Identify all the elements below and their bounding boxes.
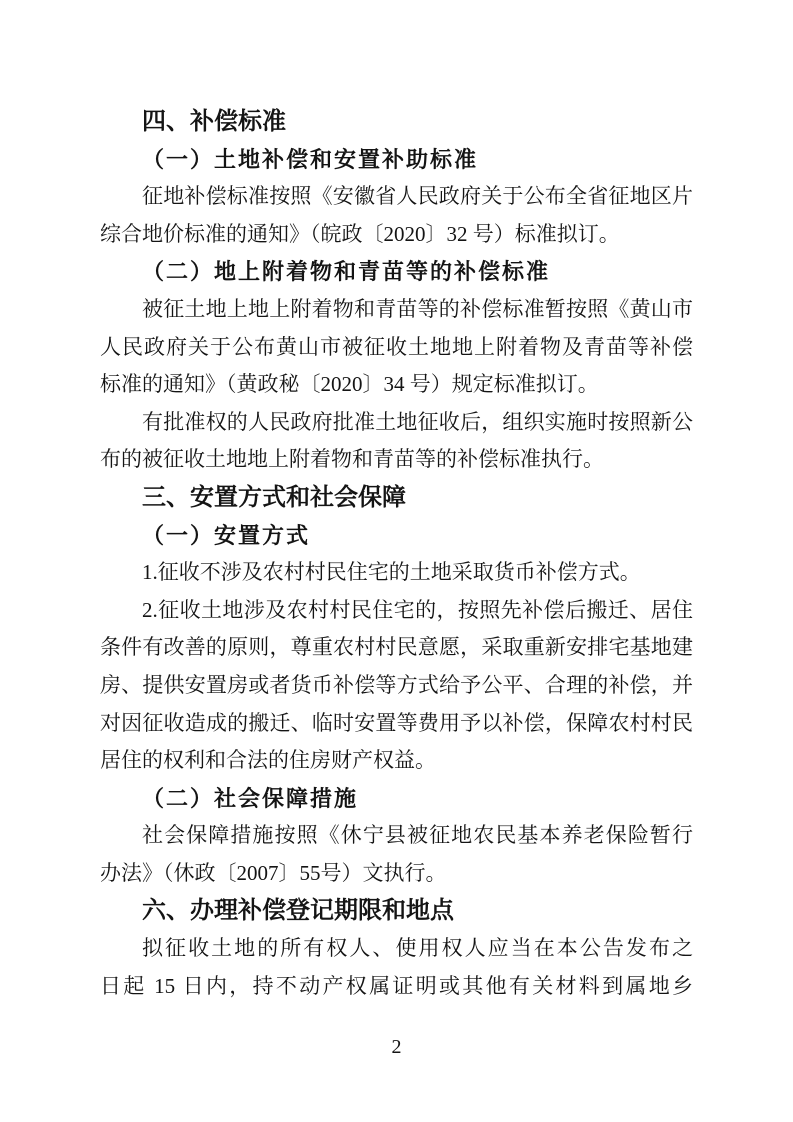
body-line: 对因征收造成的搬迁、临时安置等费用予以补偿，保障农村村民 — [100, 710, 693, 735]
body-line: 社会保障措施按照《休宁县被征地农民基本养老保险暂行 — [142, 823, 693, 848]
body-line: 综合地价标准的通知》（皖政〔2020〕32 号）标准拟订。 — [100, 221, 620, 246]
body-line: 拟征收土地的所有权人、使用权人应当在本公告发布之 — [142, 936, 693, 961]
body-line: 条件有改善的原则，尊重农村村民意愿，采取重新安排宅基地建 — [100, 635, 693, 660]
body-line: 布的被征收土地地上附着物和青苗等的补偿标准执行。 — [100, 447, 604, 472]
body-line: 房、提供安置房或者货币补偿等方式给予公平、合理的补偿，并 — [100, 672, 693, 697]
body-line: 日起 15 日内，持不动产权属证明或其他有关材料到属地乡 — [100, 973, 693, 998]
subheading-1-land-compensation-resettlement-subsidy: （一）土地补偿和安置补助标准 — [142, 146, 479, 172]
heading-3-resettlement-social-security: 三、安置方式和社会保障 — [142, 483, 406, 511]
body-line: 1.征收不涉及农村村民住宅的土地采取货币补偿方式。 — [142, 560, 641, 585]
body-line: 被征土地上地上附着物和青苗等的补偿标准暂按照《黄山市 — [142, 296, 693, 321]
body-line: 标准的通知》（黄政秘〔2020〕34 号）规定标准拟订。 — [100, 372, 599, 397]
body-line: 有批准权的人民政府批准土地征收后，组织实施时按照新公 — [142, 409, 693, 434]
heading-4-compensation-standards: 四、补偿标准 — [142, 108, 286, 135]
subheading-2-attachments-crops-compensation: （二）地上附着物和青苗等的补偿标准 — [142, 259, 551, 285]
body-line: 办法》（休政〔2007〕55号）文执行。 — [100, 860, 447, 885]
document-body — [100, 103, 693, 1005]
body-line: 居住的权利和合法的住房财产权益。 — [100, 748, 436, 773]
body-line: 2.征收土地涉及农村村民住宅的，按照先补偿后搬迁、居住 — [142, 597, 693, 622]
body-line: 人民政府关于公布黄山市被征收土地地上附着物及青苗等补偿 — [100, 334, 693, 359]
page-number: 2 — [391, 1036, 402, 1058]
subheading-2-social-security-measures: （二）社会保障措施 — [142, 785, 359, 811]
subheading-1-resettlement-method: （一）安置方式 — [142, 522, 311, 548]
body-line: 征地补偿标准按照《安徽省人民政府关于公布全省征地区片 — [142, 184, 693, 209]
heading-6-registration-deadline-location: 六、办理补偿登记期限和地点 — [142, 897, 454, 925]
